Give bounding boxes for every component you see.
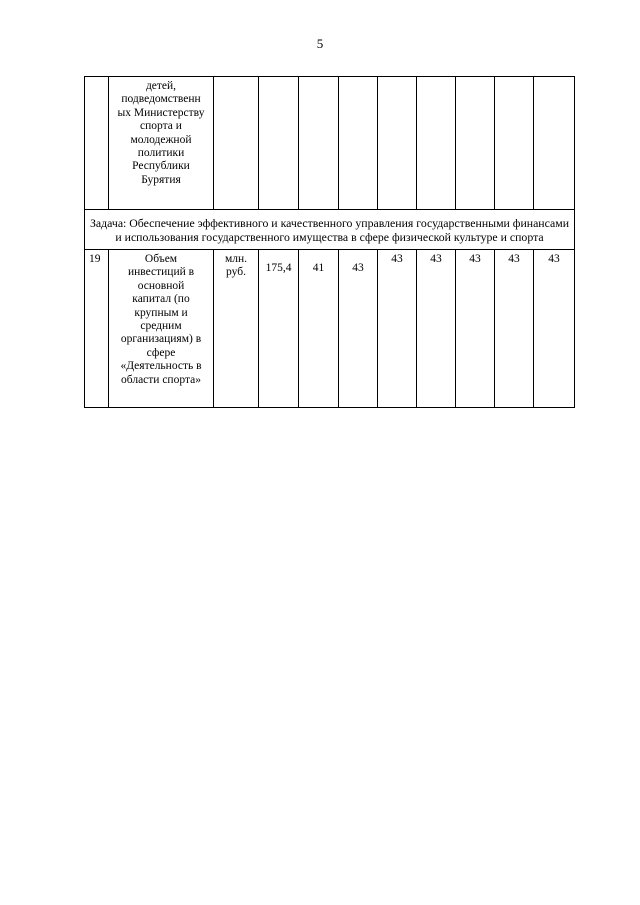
indicator-line: крупным и (134, 306, 188, 319)
indicator-line: капитал (по (132, 293, 190, 306)
value-cell: 41 (299, 250, 339, 408)
indicator-line: Бурятия (141, 173, 181, 186)
page-number: 5 (316, 36, 324, 51)
row-number-cell: 19 (85, 250, 109, 408)
value-cell: 43 (417, 250, 456, 408)
indicator-line: Республики (132, 160, 190, 173)
indicator-line: основной (137, 279, 185, 292)
indicator-line: подведомственн (121, 93, 201, 106)
indicator-line: детей, (145, 80, 177, 92)
empty-cell (378, 77, 417, 210)
indicator-line: спорта и (140, 120, 182, 133)
value-cell: 43 (495, 250, 534, 408)
empty-cell (534, 77, 575, 210)
base-value-cell: 175,4 (259, 250, 299, 408)
empty-cell (456, 77, 495, 210)
table-row-continuation (85, 77, 575, 210)
indicator-line: области спорта» (121, 373, 201, 386)
value-cell: 43 (456, 250, 495, 408)
value-cell: 43 (339, 250, 378, 408)
empty-cell (339, 77, 378, 210)
empty-cell (495, 77, 534, 210)
unit-cell (214, 250, 259, 408)
empty-cell (417, 77, 456, 210)
value-cell: 43 (378, 250, 417, 408)
indicators-table (84, 76, 575, 408)
task-heading-cell: Задача: Обеспечение эффективного и качественного управления государственными финансами и использования государственного имущества в сфере физической культуре и спорта (85, 210, 575, 250)
empty-cell (259, 77, 299, 210)
indicator-line: средним (140, 320, 182, 333)
indicator-line: молодежной (130, 133, 192, 146)
indicator-line: сфере (146, 346, 176, 359)
table-row-task (85, 210, 575, 250)
indicator-name-cell (109, 77, 214, 210)
empty-cell (299, 77, 339, 210)
indicator-line: инвестиций в (127, 266, 195, 279)
indicator-line: Объем (144, 253, 178, 265)
indicator-line: политики (137, 147, 185, 160)
unit-line: руб. (226, 266, 246, 279)
indicator-line: организациям) в (120, 333, 202, 346)
empty-cell (214, 77, 259, 210)
indicator-name-cell (109, 250, 214, 408)
value-cell: 43 (534, 250, 575, 408)
indicator-line: ых Министерству (117, 106, 205, 119)
row-number-cell (85, 77, 109, 210)
indicator-line: «Деятельность в (120, 360, 202, 373)
table-row (85, 250, 575, 408)
unit-line: млн. (224, 253, 248, 265)
